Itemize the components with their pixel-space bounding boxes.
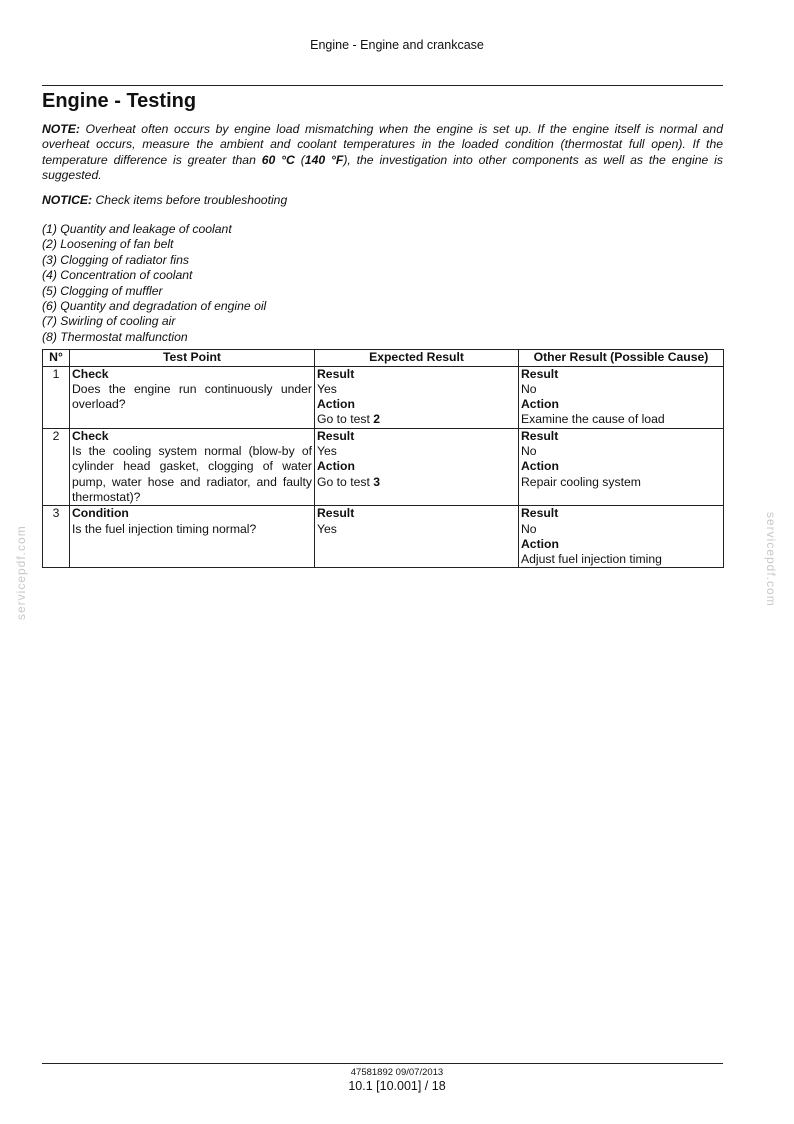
other-action-label: Action — [521, 536, 559, 551]
other-result-label: Result — [521, 366, 559, 381]
test-point-label: Check — [72, 366, 109, 381]
expected-action-label: Action — [317, 397, 355, 412]
notice-text: Check items before troubleshooting — [92, 192, 288, 207]
test-point-text: Is the fuel injection timing normal? — [72, 521, 257, 536]
row-number: 1 — [43, 366, 70, 428]
expected-action-prefix: Go to test — [317, 412, 374, 427]
other-result-cell — [519, 506, 724, 568]
section-title: Engine - Testing — [42, 90, 197, 112]
note-text-1: Overheat often occurs by engine load mismatching when the engine is set up. If the engine itself is normal and overheat occurs, measure the ambient and coolant temperatures in the loaded condition (thermostat full open). If the temperature difference is greater than — [42, 122, 723, 167]
checklist-item: (2) Loosening of fan belt — [42, 237, 174, 252]
notice-paragraph — [42, 193, 723, 208]
notice-label: NOTICE: — [42, 192, 93, 207]
expected-action-test-number: 3 — [373, 474, 381, 489]
expected-result-label: Result — [317, 506, 355, 521]
expected-result-cell — [315, 366, 519, 428]
table-header-row — [43, 350, 724, 366]
expected-action-test-number: 2 — [373, 412, 381, 427]
footer-doc-code: 47581892 09/07/2013 — [350, 1067, 444, 1078]
note-temp-f: 140 °F — [304, 152, 344, 167]
other-action-value: Repair cooling system — [521, 474, 641, 489]
checklist-item: (6) Quantity and degradation of engine oil — [42, 299, 267, 314]
header-test-point: Test Point — [70, 350, 315, 366]
checklist-item: (7) Swirling of cooling air — [42, 314, 176, 329]
other-result-cell — [519, 428, 724, 505]
running-header: Engine - Engine and crankcase — [310, 38, 484, 52]
note-label: NOTE: — [42, 122, 80, 136]
row-number: 3 — [43, 506, 70, 568]
note-paren-open: ( — [294, 152, 305, 167]
other-result-value: No — [521, 381, 537, 396]
checklist — [42, 222, 723, 345]
expected-result-cell — [315, 428, 519, 505]
test-point-label: Condition — [72, 506, 129, 521]
note-temp-c: 60 °C — [261, 152, 295, 167]
header-other-result: Other Result (Possible Cause) — [519, 350, 724, 366]
checklist-item: (1) Quantity and leakage of coolant — [42, 222, 232, 237]
test-point-cell — [70, 428, 315, 505]
test-point-cell — [70, 366, 315, 428]
watermark-left: servicepdf.com — [14, 525, 28, 620]
row-number: 2 — [43, 428, 70, 505]
expected-result-label: Result — [317, 366, 355, 381]
expected-action-value — [317, 412, 516, 427]
checklist-item: (8) Thermostat malfunction — [42, 329, 188, 344]
expected-action-prefix: Go to test — [317, 474, 374, 489]
test-point-text: overload? — [72, 397, 126, 412]
other-action-value: Adjust fuel injection timing — [521, 552, 662, 567]
header-rule — [42, 85, 723, 86]
test-point-label: Check — [72, 428, 109, 443]
test-point-text: pump, water hose and radiator, and faulty — [72, 474, 312, 489]
test-point-text: Does the engine run continuously under — [72, 381, 312, 396]
note-text-2: ), the investigation into other components as well as the engine is suggested. — [42, 152, 723, 183]
other-result-label: Result — [521, 428, 559, 443]
header-expected-result: Expected Result — [315, 350, 519, 366]
expected-result-value: Yes — [317, 381, 337, 396]
other-result-label: Result — [521, 506, 559, 521]
footer-page-ref: 10.1 [10.001] / 18 — [348, 1079, 446, 1093]
other-result-value: No — [521, 444, 537, 459]
page-content — [42, 88, 723, 568]
expected-result-label: Result — [317, 428, 355, 443]
test-point-text: thermostat)? — [72, 489, 141, 504]
table-row — [43, 506, 724, 568]
table-row — [43, 366, 724, 428]
expected-result-value: Yes — [317, 444, 337, 459]
test-point-text: Is the cooling system normal (blow-by of — [72, 444, 312, 459]
watermark-right: servicepdf.com — [764, 512, 778, 607]
test-table — [42, 349, 724, 568]
header-number: N° — [43, 350, 70, 366]
other-result-cell — [519, 366, 724, 428]
expected-result-cell — [315, 506, 519, 568]
checklist-item: (3) Clogging of radiator fins — [42, 252, 189, 267]
checklist-item: (4) Concentration of coolant — [42, 268, 193, 283]
expected-action-label: Action — [317, 459, 355, 474]
other-result-value: No — [521, 521, 537, 536]
other-action-value: Examine the cause of load — [521, 412, 665, 427]
footer-rule — [42, 1063, 723, 1064]
expected-action-value — [317, 475, 516, 490]
note-paragraph — [42, 122, 723, 184]
table-row — [43, 428, 724, 505]
test-point-text: cylinder head gasket, clogging of water — [72, 459, 312, 474]
expected-result-value: Yes — [317, 521, 337, 536]
test-point-cell — [70, 506, 315, 568]
other-action-label: Action — [521, 459, 559, 474]
checklist-item: (5) Clogging of muffler — [42, 283, 163, 298]
other-action-label: Action — [521, 397, 559, 412]
